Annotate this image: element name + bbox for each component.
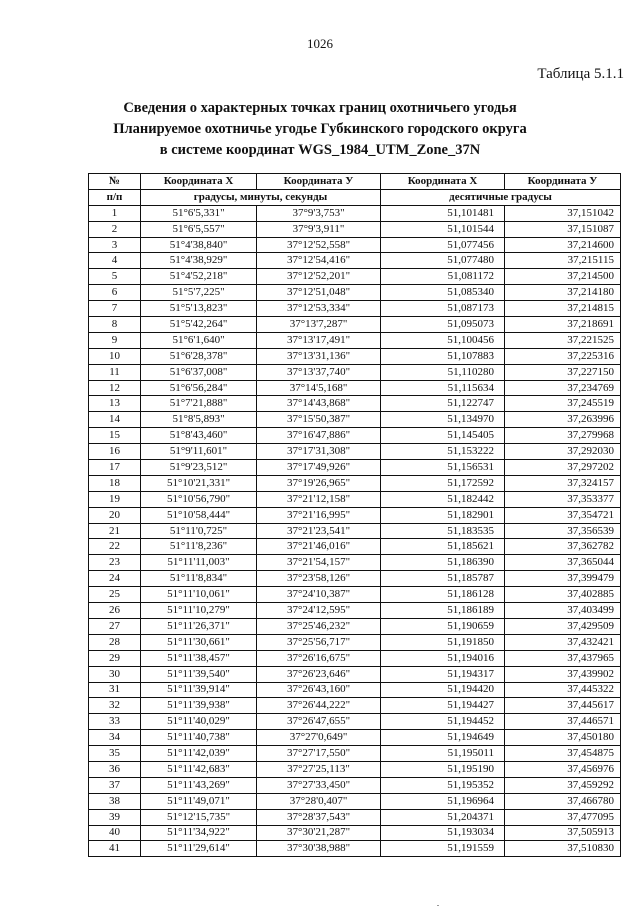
cell-coord-y-dms: 37°30'21,287" — [257, 825, 381, 841]
table-row — [89, 666, 621, 682]
cell-coord-y-dms: 37°25'46,232" — [257, 618, 381, 634]
cell-coord-x-dms: 51°11'30,661" — [141, 634, 257, 650]
table-row — [89, 269, 621, 285]
cell-coord-x-dms: 51°11'38,457" — [141, 650, 257, 666]
table-subheader-row — [89, 189, 621, 205]
cell-point-number: 38 — [89, 793, 141, 809]
cell-coord-y-dms: 37°19'26,965" — [257, 475, 381, 491]
cell-coord-y-dms: 37°23'58,126" — [257, 571, 381, 587]
table-row — [89, 301, 621, 317]
cell-coord-x-dms: 51°7'21,888" — [141, 396, 257, 412]
cell-coord-x-dms: 51°5'7,225" — [141, 285, 257, 301]
cell-point-number: 15 — [89, 428, 141, 444]
cell-coord-x-decimal: 51,194452 — [381, 714, 505, 730]
cell-coord-y-dms: 37°21'23,541" — [257, 523, 381, 539]
cell-coord-y-decimal: 37,445322 — [505, 682, 621, 698]
table-row — [89, 460, 621, 476]
cell-point-number: 16 — [89, 444, 141, 460]
header-group-dms: градусы, минуты, секунды — [141, 189, 381, 205]
cell-coord-y-decimal: 37,221525 — [505, 332, 621, 348]
cell-coord-y-dms: 37°27'25,113" — [257, 761, 381, 777]
table-row — [89, 396, 621, 412]
cell-coord-x-dms: 51°6'37,008" — [141, 364, 257, 380]
cell-coord-x-dms: 51°11'49,071" — [141, 793, 257, 809]
table-row — [89, 730, 621, 746]
cell-coord-y-dms: 37°9'3,911" — [257, 221, 381, 237]
cell-coord-y-decimal: 37,456976 — [505, 761, 621, 777]
cell-point-number: 27 — [89, 618, 141, 634]
cell-coord-x-decimal: 51,194649 — [381, 730, 505, 746]
cell-coord-y-dms: 37°17'49,926" — [257, 460, 381, 476]
cell-coord-x-decimal: 51,095073 — [381, 317, 505, 333]
cell-coord-x-decimal: 51,145405 — [381, 428, 505, 444]
cell-point-number: 32 — [89, 698, 141, 714]
cell-coord-x-decimal: 51,077480 — [381, 253, 505, 269]
cell-point-number: 36 — [89, 761, 141, 777]
table-row — [89, 682, 621, 698]
cell-coord-y-decimal: 37,439902 — [505, 666, 621, 682]
cell-coord-x-decimal: 51,101481 — [381, 205, 505, 221]
cell-point-number: 7 — [89, 301, 141, 317]
cell-coord-y-dms: 37°24'10,387" — [257, 587, 381, 603]
cell-coord-y-decimal: 37,214180 — [505, 285, 621, 301]
cell-coord-x-dms: 51°11'42,039" — [141, 746, 257, 762]
table-row — [89, 412, 621, 428]
cell-coord-y-decimal: 37,466780 — [505, 793, 621, 809]
table-row — [89, 237, 621, 253]
table-row — [89, 491, 621, 507]
cell-coord-y-decimal: 37,445617 — [505, 698, 621, 714]
table-row — [89, 809, 621, 825]
cell-point-number: 3 — [89, 237, 141, 253]
table-row — [89, 587, 621, 603]
cell-coord-x-dms: 51°5'42,264" — [141, 317, 257, 333]
header-coord-y-decimal: Координата У — [505, 174, 621, 190]
title-line: в системе координат WGS_1984_UTM_Zone_37N — [159, 142, 481, 158]
cell-coord-y-decimal: 37,214815 — [505, 301, 621, 317]
header-coord-y: Координата У — [257, 174, 381, 190]
cell-coord-x-dms: 51°11'42,683" — [141, 761, 257, 777]
cell-point-number: 35 — [89, 746, 141, 762]
cell-coord-x-decimal: 51,077456 — [381, 237, 505, 253]
cell-coord-y-dms: 37°28'0,407" — [257, 793, 381, 809]
cell-coord-y-decimal: 37,437965 — [505, 650, 621, 666]
cell-coord-y-decimal: 37,399479 — [505, 571, 621, 587]
cell-coord-x-dms: 51°6'28,378" — [141, 348, 257, 364]
cell-coord-y-decimal: 37,245519 — [505, 396, 621, 412]
cell-point-number: 39 — [89, 809, 141, 825]
table-row — [89, 205, 621, 221]
cell-coord-y-dms: 37°24'12,595" — [257, 603, 381, 619]
cell-coord-y-dms: 37°12'53,334" — [257, 301, 381, 317]
cell-coord-x-decimal: 51,191559 — [381, 841, 505, 857]
cell-coord-y-decimal: 37,353377 — [505, 491, 621, 507]
cell-point-number: 1 — [89, 205, 141, 221]
cell-point-number: 22 — [89, 539, 141, 555]
cell-coord-x-decimal: 51,185621 — [381, 539, 505, 555]
cell-coord-y-dms: 37°28'37,543" — [257, 809, 381, 825]
cell-coord-y-dms: 37°14'43,868" — [257, 396, 381, 412]
cell-coord-x-dms: 51°11'0,725" — [141, 523, 257, 539]
cell-coord-x-dms: 51°11'39,938" — [141, 698, 257, 714]
header-group-decimal: десятичные градусы — [381, 189, 621, 205]
table-row — [89, 777, 621, 793]
cell-coord-x-dms: 51°11'40,738" — [141, 730, 257, 746]
cell-coord-y-decimal: 37,214600 — [505, 237, 621, 253]
table-row — [89, 714, 621, 730]
cell-coord-x-decimal: 51,190659 — [381, 618, 505, 634]
cell-coord-x-decimal: 51,204371 — [381, 809, 505, 825]
table-row — [89, 380, 621, 396]
cell-coord-x-dms: 51°11'34,922" — [141, 825, 257, 841]
cell-point-number: 8 — [89, 317, 141, 333]
cell-coord-y-decimal: 37,225316 — [505, 348, 621, 364]
cell-coord-y-decimal: 37,214500 — [505, 269, 621, 285]
cell-coord-x-decimal: 51,183535 — [381, 523, 505, 539]
cell-coord-y-dms: 37°12'54,416" — [257, 253, 381, 269]
cell-coord-x-decimal: 51,087173 — [381, 301, 505, 317]
table-row — [89, 364, 621, 380]
header-num-label: № — [89, 174, 141, 190]
cell-point-number: 13 — [89, 396, 141, 412]
cell-point-number: 14 — [89, 412, 141, 428]
table-body — [89, 205, 621, 857]
cell-coord-x-dms: 51°11'39,540" — [141, 666, 257, 682]
cell-coord-y-dms: 37°27'0,649" — [257, 730, 381, 746]
cell-coord-x-decimal: 51,195352 — [381, 777, 505, 793]
cell-point-number: 19 — [89, 491, 141, 507]
cell-coord-x-decimal: 51,107883 — [381, 348, 505, 364]
cell-coord-x-dms: 51°8'43,460" — [141, 428, 257, 444]
header-coord-x: Координата X — [141, 174, 257, 190]
coordinates-table — [88, 173, 621, 857]
cell-coord-y-decimal: 37,218691 — [505, 317, 621, 333]
cell-coord-y-dms: 37°13'7,287" — [257, 317, 381, 333]
cell-coord-x-decimal: 51,191850 — [381, 634, 505, 650]
cell-point-number: 28 — [89, 634, 141, 650]
cell-point-number: 23 — [89, 555, 141, 571]
cell-coord-x-dms: 51°11'10,061" — [141, 587, 257, 603]
cell-coord-y-decimal: 37,356539 — [505, 523, 621, 539]
cell-point-number: 11 — [89, 364, 141, 380]
cell-coord-y-dms: 37°21'54,157" — [257, 555, 381, 571]
table-row — [89, 523, 621, 539]
cell-coord-y-decimal: 37,403499 — [505, 603, 621, 619]
cell-coord-y-decimal: 37,432421 — [505, 634, 621, 650]
cell-coord-x-decimal: 51,195011 — [381, 746, 505, 762]
cell-coord-y-decimal: 37,234769 — [505, 380, 621, 396]
cell-point-number: 10 — [89, 348, 141, 364]
cell-coord-y-dms: 37°26'47,655" — [257, 714, 381, 730]
cell-point-number: 33 — [89, 714, 141, 730]
cell-coord-x-decimal: 51,100456 — [381, 332, 505, 348]
cell-point-number: 29 — [89, 650, 141, 666]
cell-coord-y-decimal: 37,362782 — [505, 539, 621, 555]
cell-coord-y-decimal: 37,510830 — [505, 841, 621, 857]
scan-mark — [437, 905, 439, 906]
table-row — [89, 650, 621, 666]
cell-coord-y-dms: 37°13'31,136" — [257, 348, 381, 364]
cell-coord-x-decimal: 51,153222 — [381, 444, 505, 460]
cell-coord-y-dms: 37°13'17,491" — [257, 332, 381, 348]
title-line: Сведения о характерных точках границ охотничьего угодья — [123, 100, 517, 116]
cell-coord-x-dms: 51°11'8,236" — [141, 539, 257, 555]
header-num-sublabel: п/п — [89, 189, 141, 205]
cell-coord-x-decimal: 51,134970 — [381, 412, 505, 428]
cell-coord-x-decimal: 51,195190 — [381, 761, 505, 777]
cell-point-number: 31 — [89, 682, 141, 698]
cell-point-number: 37 — [89, 777, 141, 793]
cell-point-number: 5 — [89, 269, 141, 285]
cell-coord-y-dms: 37°15'50,387" — [257, 412, 381, 428]
cell-coord-x-dms: 51°11'8,834" — [141, 571, 257, 587]
cell-coord-y-dms: 37°14'5,168" — [257, 380, 381, 396]
cell-coord-y-decimal: 37,151042 — [505, 205, 621, 221]
cell-coord-x-decimal: 51,193034 — [381, 825, 505, 841]
cell-coord-x-decimal: 51,122747 — [381, 396, 505, 412]
table-row — [89, 793, 621, 809]
cell-coord-y-decimal: 37,297202 — [505, 460, 621, 476]
cell-coord-y-decimal: 37,227150 — [505, 364, 621, 380]
cell-coord-x-dms: 51°6'5,557" — [141, 221, 257, 237]
cell-coord-y-decimal: 37,402885 — [505, 587, 621, 603]
cell-coord-y-decimal: 37,450180 — [505, 730, 621, 746]
cell-coord-x-decimal: 51,182442 — [381, 491, 505, 507]
cell-coord-y-dms: 37°26'43,160" — [257, 682, 381, 698]
cell-coord-x-decimal: 51,081172 — [381, 269, 505, 285]
cell-coord-y-decimal: 37,151087 — [505, 221, 621, 237]
cell-coord-y-decimal: 37,477095 — [505, 809, 621, 825]
cell-coord-x-dms: 51°6'1,640" — [141, 332, 257, 348]
cell-coord-x-dms: 51°10'56,790" — [141, 491, 257, 507]
cell-point-number: 24 — [89, 571, 141, 587]
table-row — [89, 841, 621, 857]
cell-coord-y-decimal: 37,454875 — [505, 746, 621, 762]
cell-coord-y-dms: 37°25'56,717" — [257, 634, 381, 650]
cell-coord-y-decimal: 37,263996 — [505, 412, 621, 428]
cell-coord-y-dms: 37°21'46,016" — [257, 539, 381, 555]
cell-coord-y-dms: 37°12'51,048" — [257, 285, 381, 301]
table-row — [89, 332, 621, 348]
cell-coord-x-dms: 51°4'38,929" — [141, 253, 257, 269]
cell-coord-y-dms: 37°16'47,886" — [257, 428, 381, 444]
cell-coord-x-dms: 51°5'13,823" — [141, 301, 257, 317]
cell-coord-y-dms: 37°26'44,222" — [257, 698, 381, 714]
cell-point-number: 20 — [89, 507, 141, 523]
cell-coord-x-dms: 51°4'38,840" — [141, 237, 257, 253]
cell-coord-x-decimal: 51,194317 — [381, 666, 505, 682]
cell-coord-x-dms: 51°11'10,279" — [141, 603, 257, 619]
cell-coord-x-dms: 51°9'23,512" — [141, 460, 257, 476]
table-row — [89, 428, 621, 444]
table-row — [89, 253, 621, 269]
table-row — [89, 571, 621, 587]
cell-coord-x-dms: 51°10'58,444" — [141, 507, 257, 523]
cell-point-number: 21 — [89, 523, 141, 539]
cell-coord-x-dms: 51°6'5,331" — [141, 205, 257, 221]
cell-coord-y-decimal: 37,324157 — [505, 475, 621, 491]
cell-coord-x-decimal: 51,194420 — [381, 682, 505, 698]
table-row — [89, 761, 621, 777]
table-row — [89, 618, 621, 634]
cell-coord-x-dms: 51°9'11,601" — [141, 444, 257, 460]
table-header-row — [89, 174, 621, 190]
cell-coord-y-decimal: 37,446571 — [505, 714, 621, 730]
cell-coord-x-dms: 51°8'5,893" — [141, 412, 257, 428]
cell-coord-y-decimal: 37,365044 — [505, 555, 621, 571]
cell-coord-y-decimal: 37,505913 — [505, 825, 621, 841]
table-row — [89, 634, 621, 650]
cell-coord-x-dms: 51°10'21,331" — [141, 475, 257, 491]
table-row — [89, 698, 621, 714]
table-row — [89, 221, 621, 237]
table-row — [89, 507, 621, 523]
cell-coord-x-dms: 51°11'29,614" — [141, 841, 257, 857]
cell-point-number: 6 — [89, 285, 141, 301]
cell-coord-x-decimal: 51,156531 — [381, 460, 505, 476]
table-row — [89, 348, 621, 364]
table-row — [89, 317, 621, 333]
cell-coord-y-decimal: 37,292030 — [505, 444, 621, 460]
cell-coord-x-decimal: 51,101544 — [381, 221, 505, 237]
cell-point-number: 17 — [89, 460, 141, 476]
cell-coord-x-decimal: 51,194427 — [381, 698, 505, 714]
header-coord-x-decimal: Координата X — [381, 174, 505, 190]
cell-coord-y-decimal: 37,429509 — [505, 618, 621, 634]
document-title — [0, 98, 640, 161]
cell-coord-x-dms: 51°11'39,914" — [141, 682, 257, 698]
cell-point-number: 9 — [89, 332, 141, 348]
cell-point-number: 30 — [89, 666, 141, 682]
cell-coord-x-decimal: 51,186189 — [381, 603, 505, 619]
table-row — [89, 825, 621, 841]
page-number: 1026 — [307, 36, 333, 51]
cell-coord-y-dms: 37°26'23,646" — [257, 666, 381, 682]
cell-coord-x-decimal: 51,185787 — [381, 571, 505, 587]
cell-coord-y-decimal: 37,279968 — [505, 428, 621, 444]
cell-coord-x-decimal: 51,186128 — [381, 587, 505, 603]
cell-coord-x-decimal: 51,110280 — [381, 364, 505, 380]
cell-coord-x-decimal: 51,182901 — [381, 507, 505, 523]
cell-coord-y-dms: 37°21'16,995" — [257, 507, 381, 523]
table-row — [89, 539, 621, 555]
cell-coord-y-decimal: 37,459292 — [505, 777, 621, 793]
cell-coord-y-dms: 37°13'37,740" — [257, 364, 381, 380]
cell-coord-x-dms: 51°11'43,269" — [141, 777, 257, 793]
table-row — [89, 555, 621, 571]
cell-point-number: 40 — [89, 825, 141, 841]
cell-coord-x-decimal: 51,196964 — [381, 793, 505, 809]
cell-coord-y-dms: 37°30'38,988" — [257, 841, 381, 857]
cell-coord-y-decimal: 37,215115 — [505, 253, 621, 269]
cell-coord-x-decimal: 51,186390 — [381, 555, 505, 571]
cell-coord-x-decimal: 51,085340 — [381, 285, 505, 301]
cell-point-number: 4 — [89, 253, 141, 269]
cell-point-number: 41 — [89, 841, 141, 857]
cell-point-number: 26 — [89, 603, 141, 619]
cell-coord-x-decimal: 51,194016 — [381, 650, 505, 666]
title-line: Планируемое охотничье угодье Губкинского городского округа — [113, 121, 527, 137]
cell-coord-x-dms: 51°4'52,218" — [141, 269, 257, 285]
table-label: Таблица 5.1.1 — [537, 66, 624, 82]
table-row — [89, 746, 621, 762]
cell-coord-y-dms: 37°27'17,550" — [257, 746, 381, 762]
cell-coord-y-dms: 37°12'52,558" — [257, 237, 381, 253]
cell-coord-y-dms: 37°9'3,753" — [257, 205, 381, 221]
table-row — [89, 603, 621, 619]
table-row — [89, 475, 621, 491]
cell-coord-x-dms: 51°11'11,003" — [141, 555, 257, 571]
table-row — [89, 285, 621, 301]
cell-coord-y-dms: 37°26'16,675" — [257, 650, 381, 666]
cell-coord-x-decimal: 51,115634 — [381, 380, 505, 396]
cell-coord-y-dms: 37°27'33,450" — [257, 777, 381, 793]
table-row — [89, 444, 621, 460]
cell-coord-y-dms: 37°12'52,201" — [257, 269, 381, 285]
cell-coord-x-dms: 51°11'40,029" — [141, 714, 257, 730]
cell-coord-x-dms: 51°11'26,371" — [141, 618, 257, 634]
cell-point-number: 25 — [89, 587, 141, 603]
cell-coord-x-dms: 51°6'56,284" — [141, 380, 257, 396]
cell-point-number: 34 — [89, 730, 141, 746]
cell-coord-x-decimal: 51,172592 — [381, 475, 505, 491]
cell-coord-y-dms: 37°17'31,308" — [257, 444, 381, 460]
cell-point-number: 12 — [89, 380, 141, 396]
cell-coord-y-dms: 37°21'12,158" — [257, 491, 381, 507]
cell-point-number: 18 — [89, 475, 141, 491]
cell-coord-x-dms: 51°12'15,735" — [141, 809, 257, 825]
cell-point-number: 2 — [89, 221, 141, 237]
cell-coord-y-decimal: 37,354721 — [505, 507, 621, 523]
